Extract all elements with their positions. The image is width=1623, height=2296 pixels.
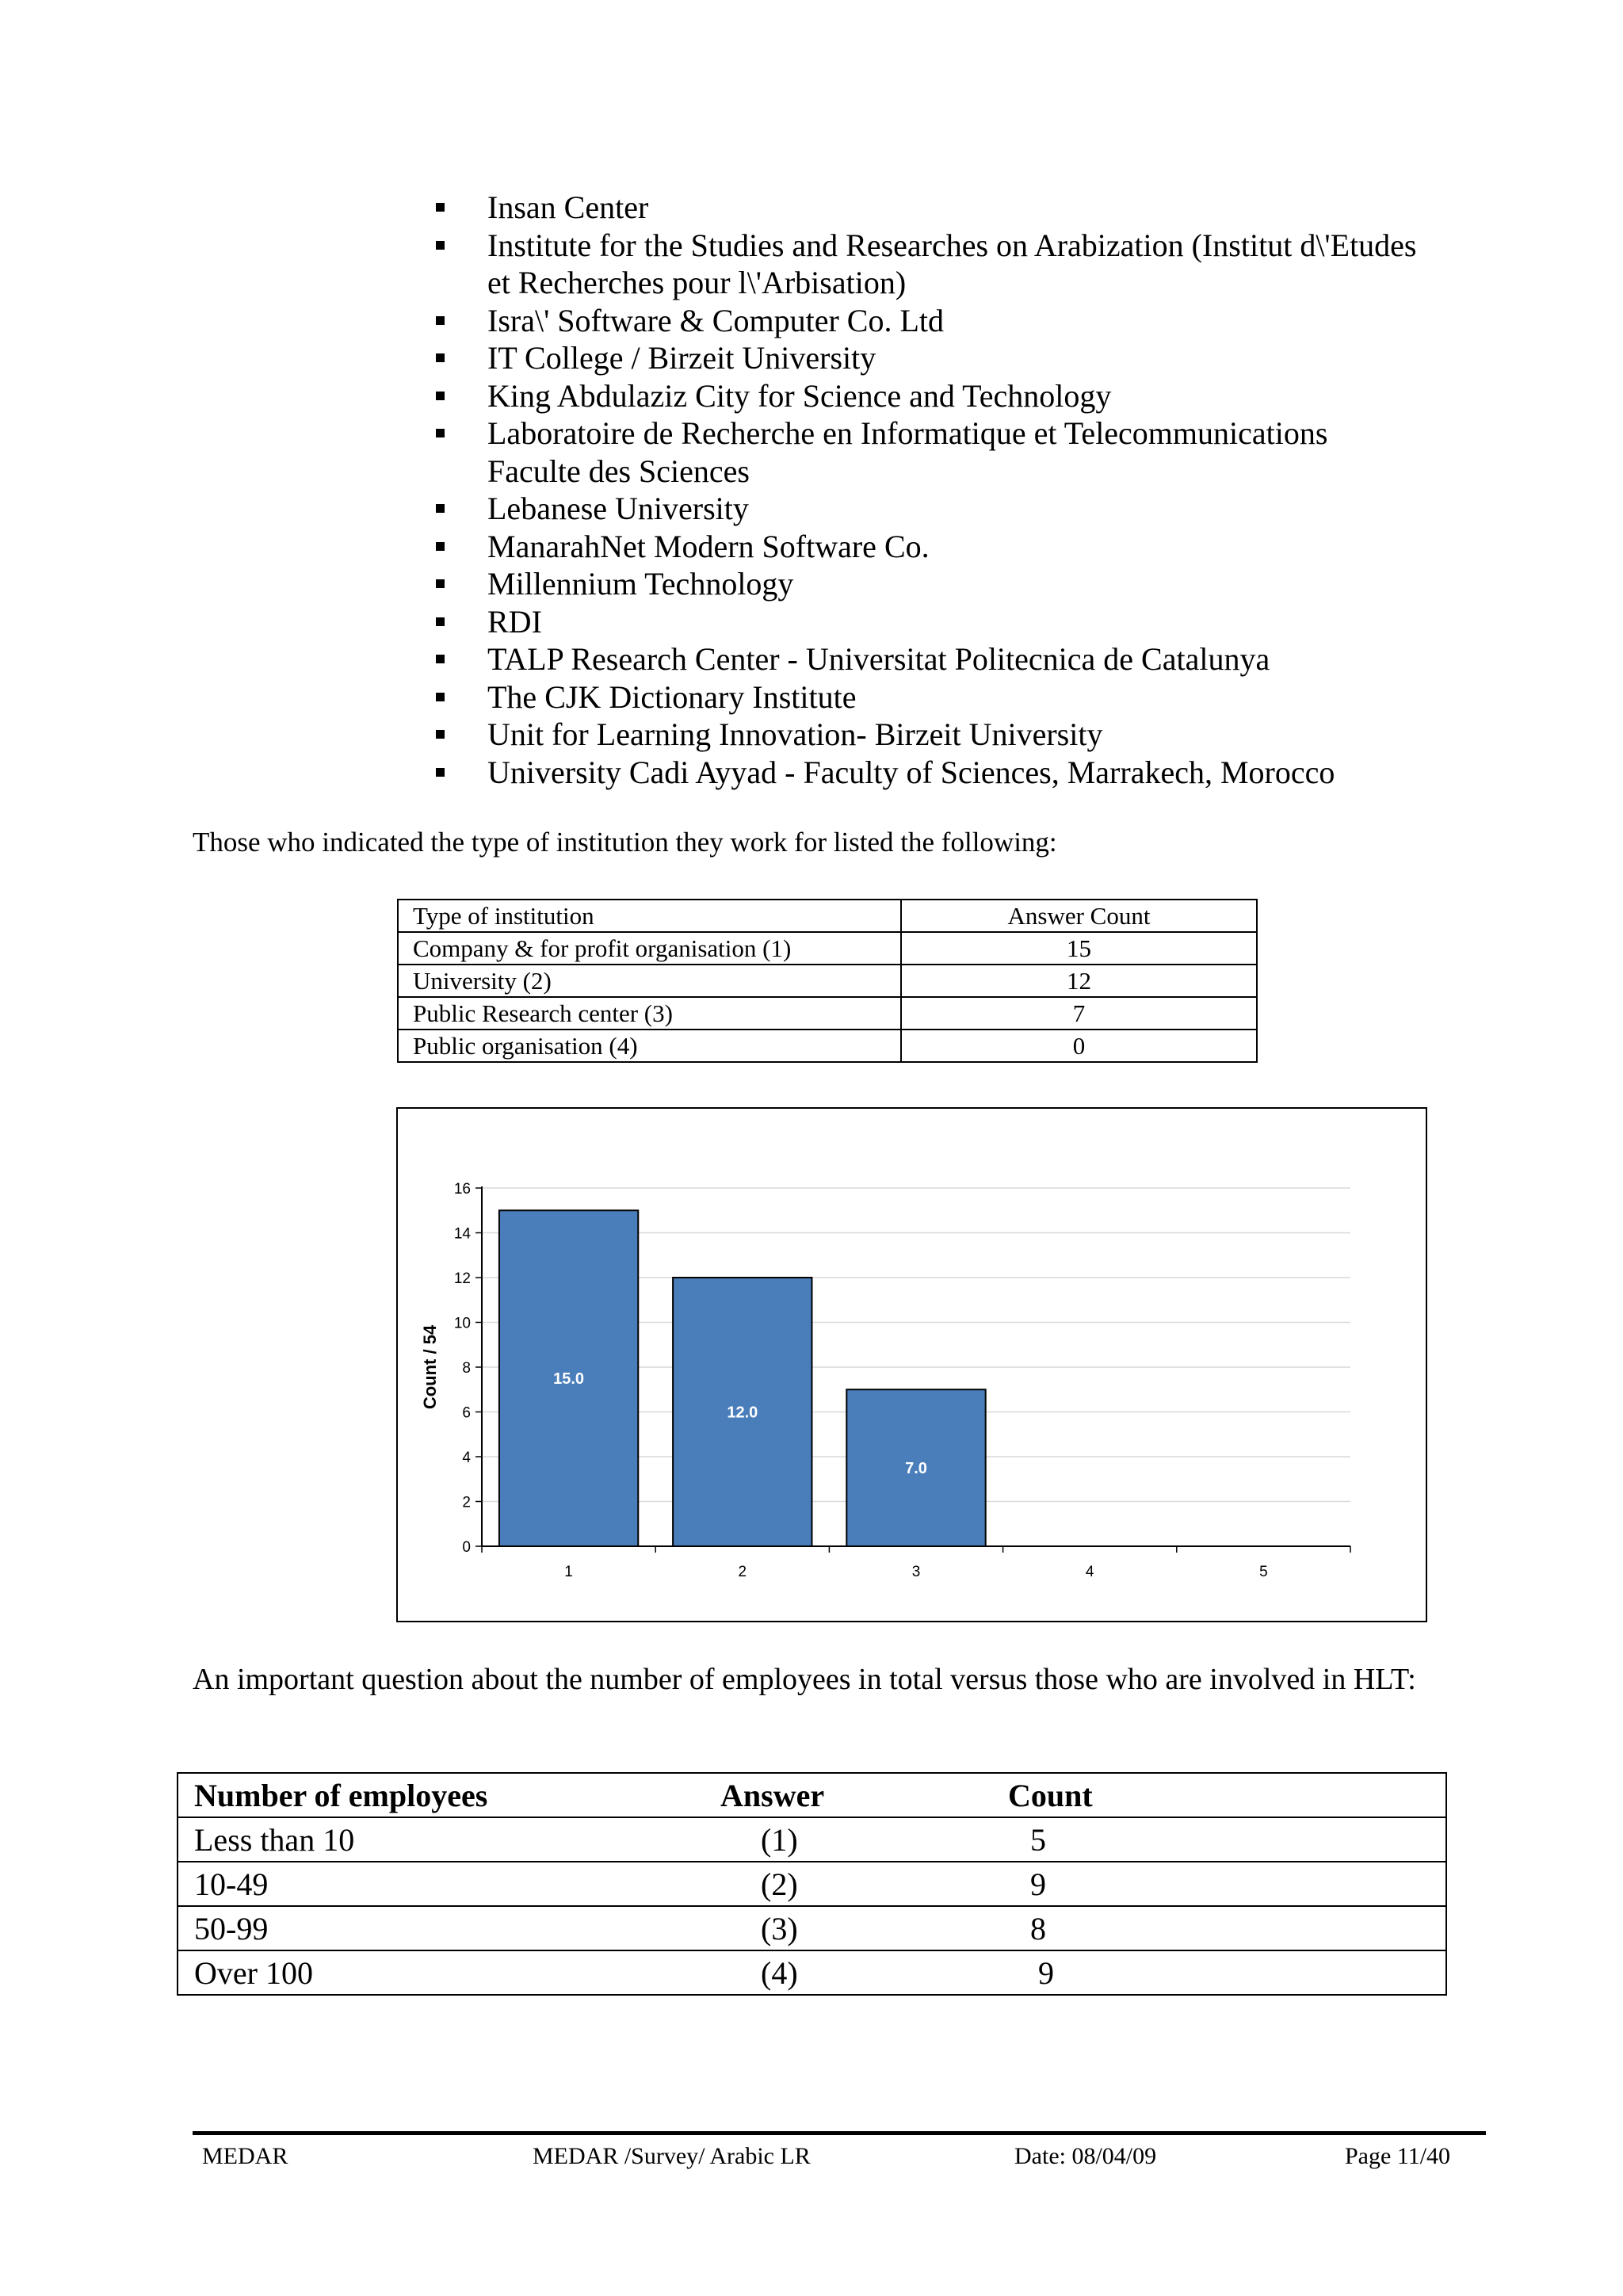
list-item: RDI [436, 603, 1426, 641]
x-tick-label: 2 [738, 1564, 747, 1580]
chart-canvas [398, 1109, 1426, 1621]
table-cell: 8 [1030, 1911, 1046, 1946]
table-row [398, 965, 1257, 997]
table-cell: Less than 10 [194, 1822, 355, 1858]
list-item: University Cadi Ayyad - Faculty of Sciences, Marrakech, Morocco [436, 754, 1426, 792]
table-cell: 9 [1038, 1955, 1054, 1991]
table-cell: Public Research center (3) [398, 997, 901, 1030]
table-cell: 50-99 [194, 1911, 269, 1946]
list-item: Unit for Learning Innovation- Birzeit University [436, 716, 1426, 754]
table-cell: (4) [761, 1955, 798, 1991]
square-bullet-icon [436, 241, 445, 250]
table-cell: (1) [761, 1822, 798, 1858]
list-item: ManarahNet Modern Software Co. [436, 528, 1426, 566]
square-bullet-icon [436, 693, 445, 701]
square-bullet-icon [436, 203, 445, 212]
table-header-cell: Answer [720, 1778, 825, 1813]
square-bullet-icon [436, 542, 445, 551]
footer-date: Date: 08/04/09 [1014, 2143, 1157, 2169]
table-header-cell: Count [1008, 1778, 1093, 1813]
table-cell: University (2) [398, 965, 901, 997]
table-header-row [398, 900, 1257, 932]
table-cell: (3) [761, 1911, 798, 1946]
table-cell: 12 [901, 965, 1257, 997]
table-row [178, 1862, 1446, 1906]
list-item: Insan Center [436, 189, 1426, 227]
x-tick-label: 3 [911, 1564, 921, 1580]
list-item: The CJK Dictionary Institute [436, 678, 1426, 716]
table-cell: Public organisation (4) [398, 1030, 901, 1062]
y-tick-label: 2 [462, 1494, 471, 1511]
y-axis-label: Count / 54 [420, 1324, 440, 1410]
table-cell: Company & for profit organisation (1) [398, 932, 901, 965]
footer-page-number: Page 11/40 [1345, 2143, 1451, 2169]
list-item: Lebanese University [436, 490, 1426, 528]
table-cell: 0 [901, 1030, 1257, 1062]
organisation-list [436, 189, 1426, 791]
y-tick-label: 12 [453, 1270, 471, 1287]
square-bullet-icon [436, 730, 445, 739]
x-tick-label: 1 [564, 1564, 573, 1580]
x-tick-label: 4 [1085, 1564, 1094, 1580]
square-bullet-icon [436, 316, 445, 325]
bar-data-label: 7.0 [905, 1460, 927, 1478]
list-item: IT College / Birzeit University [436, 339, 1426, 377]
table-header-cell: Number of employees [194, 1778, 488, 1813]
table-cell: 7 [901, 997, 1257, 1030]
footer-document-title: MEDAR /Survey/ Arabic LR [533, 2143, 811, 2169]
square-bullet-icon [436, 617, 445, 626]
list-item: Isra\' Software & Computer Co. Ltd [436, 302, 1426, 340]
y-tick-label: 14 [453, 1225, 471, 1243]
table-cell: 15 [901, 932, 1257, 965]
footer-left: MEDAR [202, 2143, 288, 2169]
square-bullet-icon [436, 353, 445, 362]
employees-table [177, 1772, 1447, 1996]
square-bullet-icon [436, 392, 445, 400]
y-tick-label: 16 [453, 1181, 471, 1198]
y-tick-label: 4 [462, 1450, 471, 1466]
list-item: King Abdulaziz City for Science and Technology [436, 377, 1426, 415]
y-tick-label: 0 [462, 1539, 471, 1556]
list-item: Institute for the Studies and Researches on Arabization (Institut d\'Etudes et Recherches pour l\'Arbisation) [436, 227, 1426, 302]
y-tick-label: 6 [462, 1404, 471, 1422]
table-cell: 5 [1030, 1822, 1046, 1858]
bar-chart [396, 1107, 1427, 1622]
footer-divider [193, 2131, 1486, 2135]
table-header-cell: Answer Count [901, 900, 1257, 932]
x-tick-label: 5 [1259, 1564, 1268, 1580]
square-bullet-icon [436, 579, 445, 588]
table-header-cell: Type of institution [398, 900, 901, 932]
table-cell: (2) [761, 1866, 798, 1902]
y-tick-label: 8 [462, 1360, 471, 1377]
square-bullet-icon [436, 768, 445, 777]
bar-data-label: 12.0 [727, 1404, 758, 1422]
table-row [398, 1030, 1257, 1062]
table-cell: Over 100 [194, 1955, 313, 1991]
table-row [178, 1817, 1446, 1862]
list-item: Millennium Technology [436, 565, 1426, 603]
table-cell: 10-49 [194, 1866, 269, 1902]
table-row [398, 997, 1257, 1030]
table-row [178, 1950, 1446, 1995]
y-tick-label: 10 [453, 1315, 471, 1332]
intro-text: Those who indicated the type of institution they work for listed the following: [193, 827, 1057, 858]
table-header-row [178, 1773, 1446, 1817]
table-cell: 9 [1030, 1866, 1046, 1902]
list-item: TALP Research Center - Universitat Politecnica de Catalunya [436, 640, 1426, 678]
bar-data-label: 15.0 [553, 1370, 585, 1389]
square-bullet-icon [436, 429, 445, 437]
question-text: An important question about the number of employees in total versus those who are involved in HLT: [193, 1663, 1416, 1696]
table-row [178, 1906, 1446, 1950]
square-bullet-icon [436, 655, 445, 663]
institution-table [397, 899, 1258, 1063]
list-item: Laboratoire de Recherche en Informatique et Telecommunications Faculte des Sciences [436, 415, 1426, 490]
square-bullet-icon [436, 504, 445, 513]
table-row [398, 932, 1257, 965]
